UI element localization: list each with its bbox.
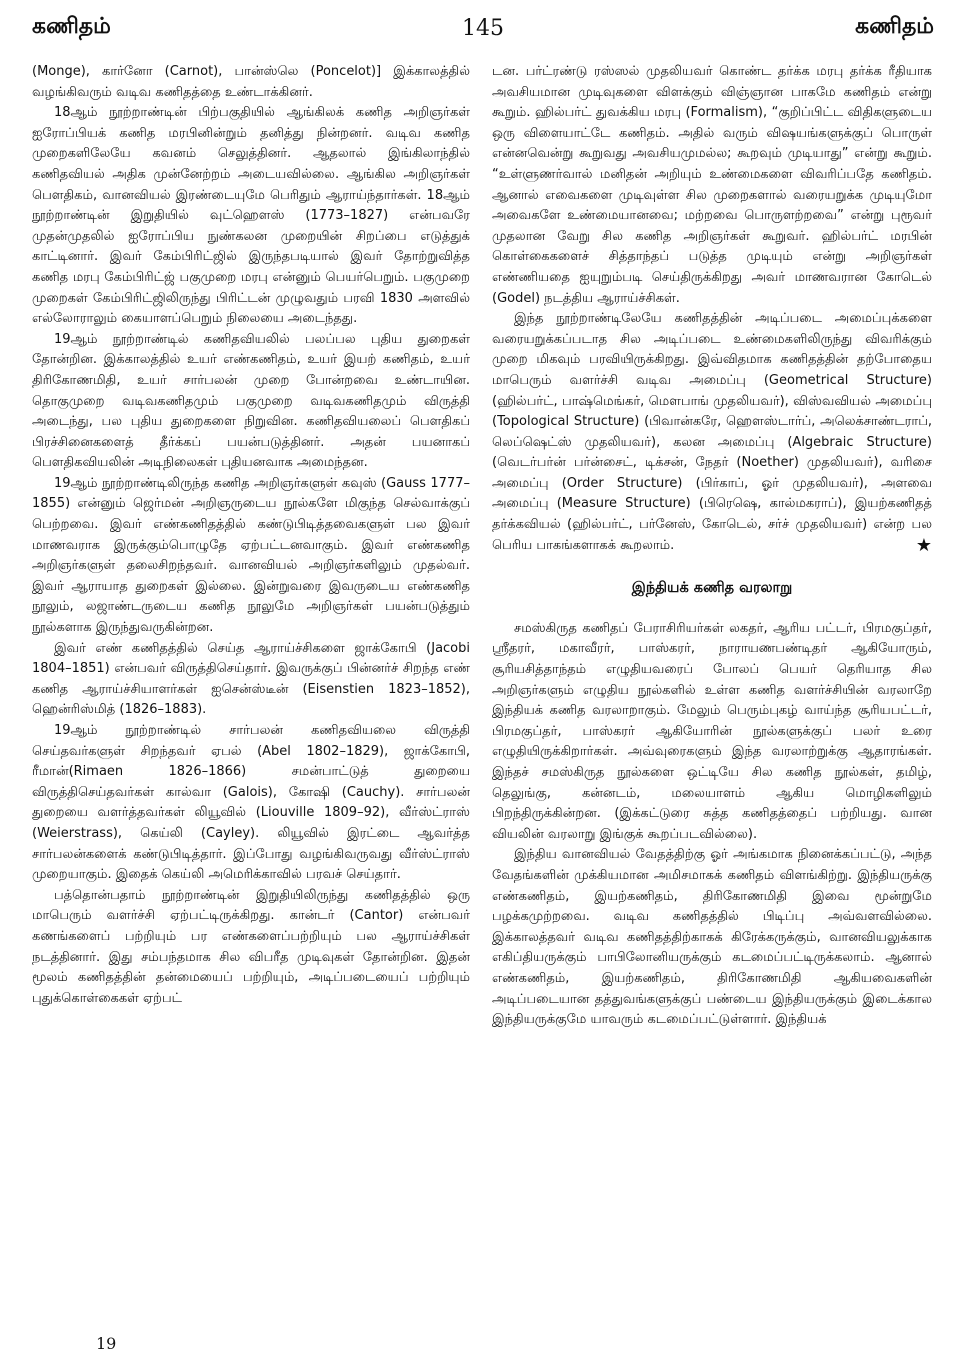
right-column [492, 62, 932, 1338]
paragraph: 19ஆம் நூற்றாண்டில் சார்பலன் கணிதவியலை விருத்தி செய்தவர்களுள் சிறந்தவர் ஏபல் (Abel 1802–1829), ஜாக்கோபி, ரீமான்(Rimaen 1826–1866) சமன்பாட்டுத் துறையை விருத்திசெய்தவர்கள் கால்வா (Galois), கோஷி (Cauchy). சார்பலன் துறையை வளர்த்தவர்கள் லியூவில் (Liouville 1809–92), வீர்ஸ்ட்ராஸ் (Weierstrass), கெய்லி (Cayley). லியூவில் இரட்டை ஆவர்த்த சார்பலன்களைக் கண்டுபிடித்தார். இப்போது வழங்கிவருவது வீர்ஸ்ட்ராஸ் முறையாகும். இதைக் கெய்லி அமெரிக்காவில் பரவச் செய்தார். [32, 723, 470, 883]
running-title-right: கணிதம் [855, 14, 934, 39]
paragraph: டன. பர்ட்ரண்டு ரஸ்ஸல் முதலியவர் கொண்ட தர்க்க மரபு தர்க்க ரீதியாக அவசியமான முடிவுகளை விளக்கும் விஞ்ஞான பாகமே கணிதம் என்று கூறும். ஹில்பர்ட் துவக்கிய மரபு (Formalism), “குறிப்பிட்ட விதிகளுடைய ஒரு விளையாட்டே கணிதம். அதில் வரும் விஷயங்களுக்குப் பொருள் என்னவென்று கூறுவது அவசியமுமல்ல; கூறவும் முடியாது” என்று கூறும். “உள்ளுணர்வால் மனிதன் அறியும் உண்மைகளை விவரிப்பதே கணிதம். ஆனால் எவைகளை முடிவுள்ள சில முறைகளால் வரையறுக்க முடியுமோ அவைகளே உண்மையானவை; மற்றவை பொருளற்றவை” என்று புரூவர் முதலான வேறு சில கணித அறிஞர்கள் கூறுவர். ஹில்பர்ட் மரபின் கொள்கைகளைச் சித்தாந்தப் படுத்த முடியும் என்று அறிஞர்கள் எண்ணியதை ஐயுறும்படி செய்திருக்கிறது அவர் மாணவரான கோடெல் (Godel) நடத்திய ஆராய்ச்சிகள். [492, 64, 932, 306]
running-title-left: கணிதம் [32, 14, 111, 39]
running-head [0, 14, 966, 54]
paragraph: 18ஆம் நூற்றாண்டின் பிற்பகுதியில் ஆங்கிலக் கணித அறிஞர்கள் ஐரோப்பியக் கணித மரபினின்றும் தனித்து நின்றனர். வடிவ கணித முறைகளிலேயே கவனம் செலுத்தினர். ஆதலால் இங்கிலாந்தில் கணிதவியல் அதிக முன்னேற்றம் அடையவில்லை. ஆங்கில அறிஞர்கள் பௌதிகம், வானவியல் இரண்டையுமே பெரிதும் ஆராய்ந்தார்கள். 18ஆம் நூற்றாண்டின் இறுதியில் வுட்ஹௌஸ் (1773–1827) என்பவரே முதன்முதலில் ஐரோப்பிய நுண்கலன முறையின் சிறப்பை எடுத்துக் காட்டினார். இவர் கேம்பிரிட்ஜில் இருந்தபடியால் இவர் தோற்றுவித்த கணித மரபு கேம்பிரிட்ஜ் பகுமுறை மரபு என்னும் பெயர்பெறும். பகுமுறை முறைகள் கேம்பிரிட்ஜிலிருந்து பிரிட்டன் முழுவதும் பரவி 1830 அளவில் எல்லோராலும் கையாளப்பெறும் நிலையை அடைந்தது. [32, 105, 470, 327]
folio-number: 19 [96, 1334, 117, 1353]
section-title: இந்தியக் கணித வரலாறு [631, 580, 793, 597]
paragraph: (Monge), கார்னோ (Carnot), பான்ஸ்லெ (Poncelot)] இக்காலத்தில் வழங்கிவரும் வடிவ கணிதத்தை உண்டாக்கினர். [32, 64, 470, 100]
paragraph: இவர் எண் கணிதத்தில் செய்த ஆராய்ச்சிகளை ஜாக்கோபி (Jacobi 1804–1851) என்பவர் விருத்திசெய்தார். இவருக்குப் பின்னர்ச் சிறந்த எண் கணித ஆராய்ச்சியாளர்கள் ஐசென்ஸ்டீன் (Eisenstien 1823–1852), ஹென்ரிஸ்மித் (1826–1883). [32, 640, 470, 718]
paragraph: 19ஆம் நூற்றாண்டில் கணிதவியலில் பலப்பல புதிய துறைகள் தோன்றின. இக்காலத்தில் உயர் எண்கணிதம், உயர் இயற் கணிதம், உயர் திரிகோணமிதி, உயர் சார்பலன் முறை போன்றவை உண்டாயின. தொகுமுறை வடிவகணிதமும் பகுமுறை வடிவகணிதமும் விருத்தி அடைந்து, பல புதிய துறைகளை நிறுவின. கணிதவியலைப் பௌதிகப் பிரச்சினைகளைத் தீர்க்கப் பயன்படுத்தினர். அதன் பயனாகப் பௌதிகவியலின் அடிநிலைகள் புதியனவாக அமைந்தன. [32, 331, 470, 471]
paragraph: சமஸ்கிருத கணிதப் பேராசிரியர்கள் லகதர், ஆரிய பட்டர், பிரமகுப்தர், ஸ்ரீதரர், மகாவீரர், பாஸ்கரர், நாராயணபண்டிதர் ஆகியோரும், சூரியசித்தாந்தம் எழுதியவரைப் போலப் பெயர் தெரியாத சில அறிஞர்களும் எழுதிய நூல்களில் உள்ள கணித வளர்ச்சியின் வரலாறே இந்தியக் கணித வரலாறாகும். மேலும் பெரும்புகழ் வாய்ந்த சூரியபட்டர், பிரமகுப்தர், பாஸ்கரர் ஆகியோரின் நூல்களுக்குப் பலர் உரை எழுதியிருக்கிறார்கள். அவ்வுரைகளும் இந்த வரலாற்றுக்கு ஆதாரங்கள். இந்தச் சமஸ்கிருத நூல்களை ஒட்டியே சில கணித நூல்கள், தமிழ், தெலுங்கு, கன்னடம், மலையாளம் ஆகிய மொழிகளிலும் பிறந்திருக்கின்றன. (இக்கட்டுரை சுத்த கணிதத்தைப் பற்றியது. வான வியலின் வரலாறு இங்குக் கூறப்படவில்லை). [492, 620, 932, 842]
paragraph [492, 309, 932, 556]
end-mark-star: ★ [915, 534, 932, 556]
page-number: 145 [462, 16, 504, 41]
paragraph: இந்திய வானவியல் வேதத்திற்கு ஓர் அங்கமாக நினைக்கப்பட்டு, அந்த வேதங்களின் முக்கியமான அமிசமாகக் கணிதம் விளங்கிற்று. இந்தியருக்கு எண்கணிதம், இயற்கணிதம், திரிகோணமிதி இவை மூன்றுமே பழக்கமுற்றவை. வடிவ கணிதத்தில் பிடிப்பு அவ்வளவில்லை. இக்காலத்தவர் வடிவ கணிதத்திற்காகக் கிரேக்கருக்கும், வானவியலுக்காக எகிப்தியருக்கும் பாபிலோனியருக்கும் கடமைப்பட்டிருக்கலாம். ஆனால் எண்கணிதம், இயற்கணிதம், திரிகோணமிதி ஆகியவைகளின் அடிப்படையான தத்துவங்களுக்குப் பண்டைய இந்தியருக்கும் இடைக்கால இந்தியருக்குமே யாவரும் கடமைப்பட்டுள்ளார். இந்தியக் [492, 847, 932, 1028]
paragraph: 19ஆம் நூற்றாண்டிலிருந்த கணித அறிஞர்களுள் கவுஸ் (Gauss 1777–1855) என்னும் ஜெர்மன் அறிஞருடைய நூல்களே மிகுந்த செல்வாக்குப் பெற்றவை. இவர் எண்கணிதத்தில் கண்டுபிடித்தவைகளுள் பல இவர் மாணவராக இருக்கும்பொழுதே ஏற்பட்டனவாகும். இவர் எண்கணித அறிஞர்களுள் தலைசிறந்தவர். வானவியல் அறிஞர்களிலும் முதல்வர். இவர் ஆராயாத துறைகள் இல்லை. இன்றுவரை இவருடைய எண்கணித நூலும், லஜாண்டருடைய கணித நூலுமே அறிஞர்கள் பயன்படுத்தும் நூல்களாக இருந்துவருகின்றன. [32, 475, 470, 636]
paragraph: பத்தொன்பதாம் நூற்றாண்டின் இறுதியிலிருந்து கணிதத்தில் ஒரு மாபெரும் வளர்ச்சி ஏற்பட்டிருக்கிறது. கான்டர் (Cantor) என்பவர் கணங்களைப் பற்றியும் பர எண்களைப்பற்றியும் பல ஆராய்ச்சிகள் நடத்தினார். இது சம்பந்தமாக சில விபரீத முடிவுகள் தோன்றின. இதன் மூலம் கணிதத்தின் தன்மையைப் பற்றியும், அடிப்படையைப் பற்றியும் புதுக்கொள்கைகள் ஏற்பட் [32, 887, 470, 1006]
paragraph-text: இந்த நூற்றாண்டிலேயே கணிதத்தின் அடிப்படை அமைப்புக்களை வரையறுக்கப்படாத சில அடிப்படை உண்மைகளிலிருந்து விவரிக்கும் முறை மிகவும் பரவியிருக்கிறது. இவ்விதமாக கணிதத்தின் தற்போதைய மாபெரும் வளர்ச்சி வடிவ அமைப்பு (Geometrical Structure) (ஹில்பர்ட், பாஷ்மெங்கர், மௌபாங் முதலியவர்), விஸ்வவியல் அமைப்பு (Topological Structure) (பிவான்கரே, ஹௌஸ்டார்ப், அலெக்சாண்டராப், லெப்ஷெட்ஸ் முதலியவர்), கலன அமைப்பு (Algebraic Structure) (வெடர்பர்ன் பர்ன்சைட், டிக்சன், நேதர் (Noether) முதலியவர்), வரிசை அமைப்பு (Order Structure) (பிர்காப், ஓர் முதலியவர்), அளவை அமைப்பு (Measure Structure) (பிரெஷெ, கால்மகராப்), இயற்கணிதத் தர்க்கவியல் (ஹில்பர்ட், பர்னேஸ், கோடெல், சர்ச் முதலியவர்) என்ற பல பெரிய பாகங்களாகக் கூறலாம். [492, 311, 932, 553]
left-column [32, 62, 470, 1338]
